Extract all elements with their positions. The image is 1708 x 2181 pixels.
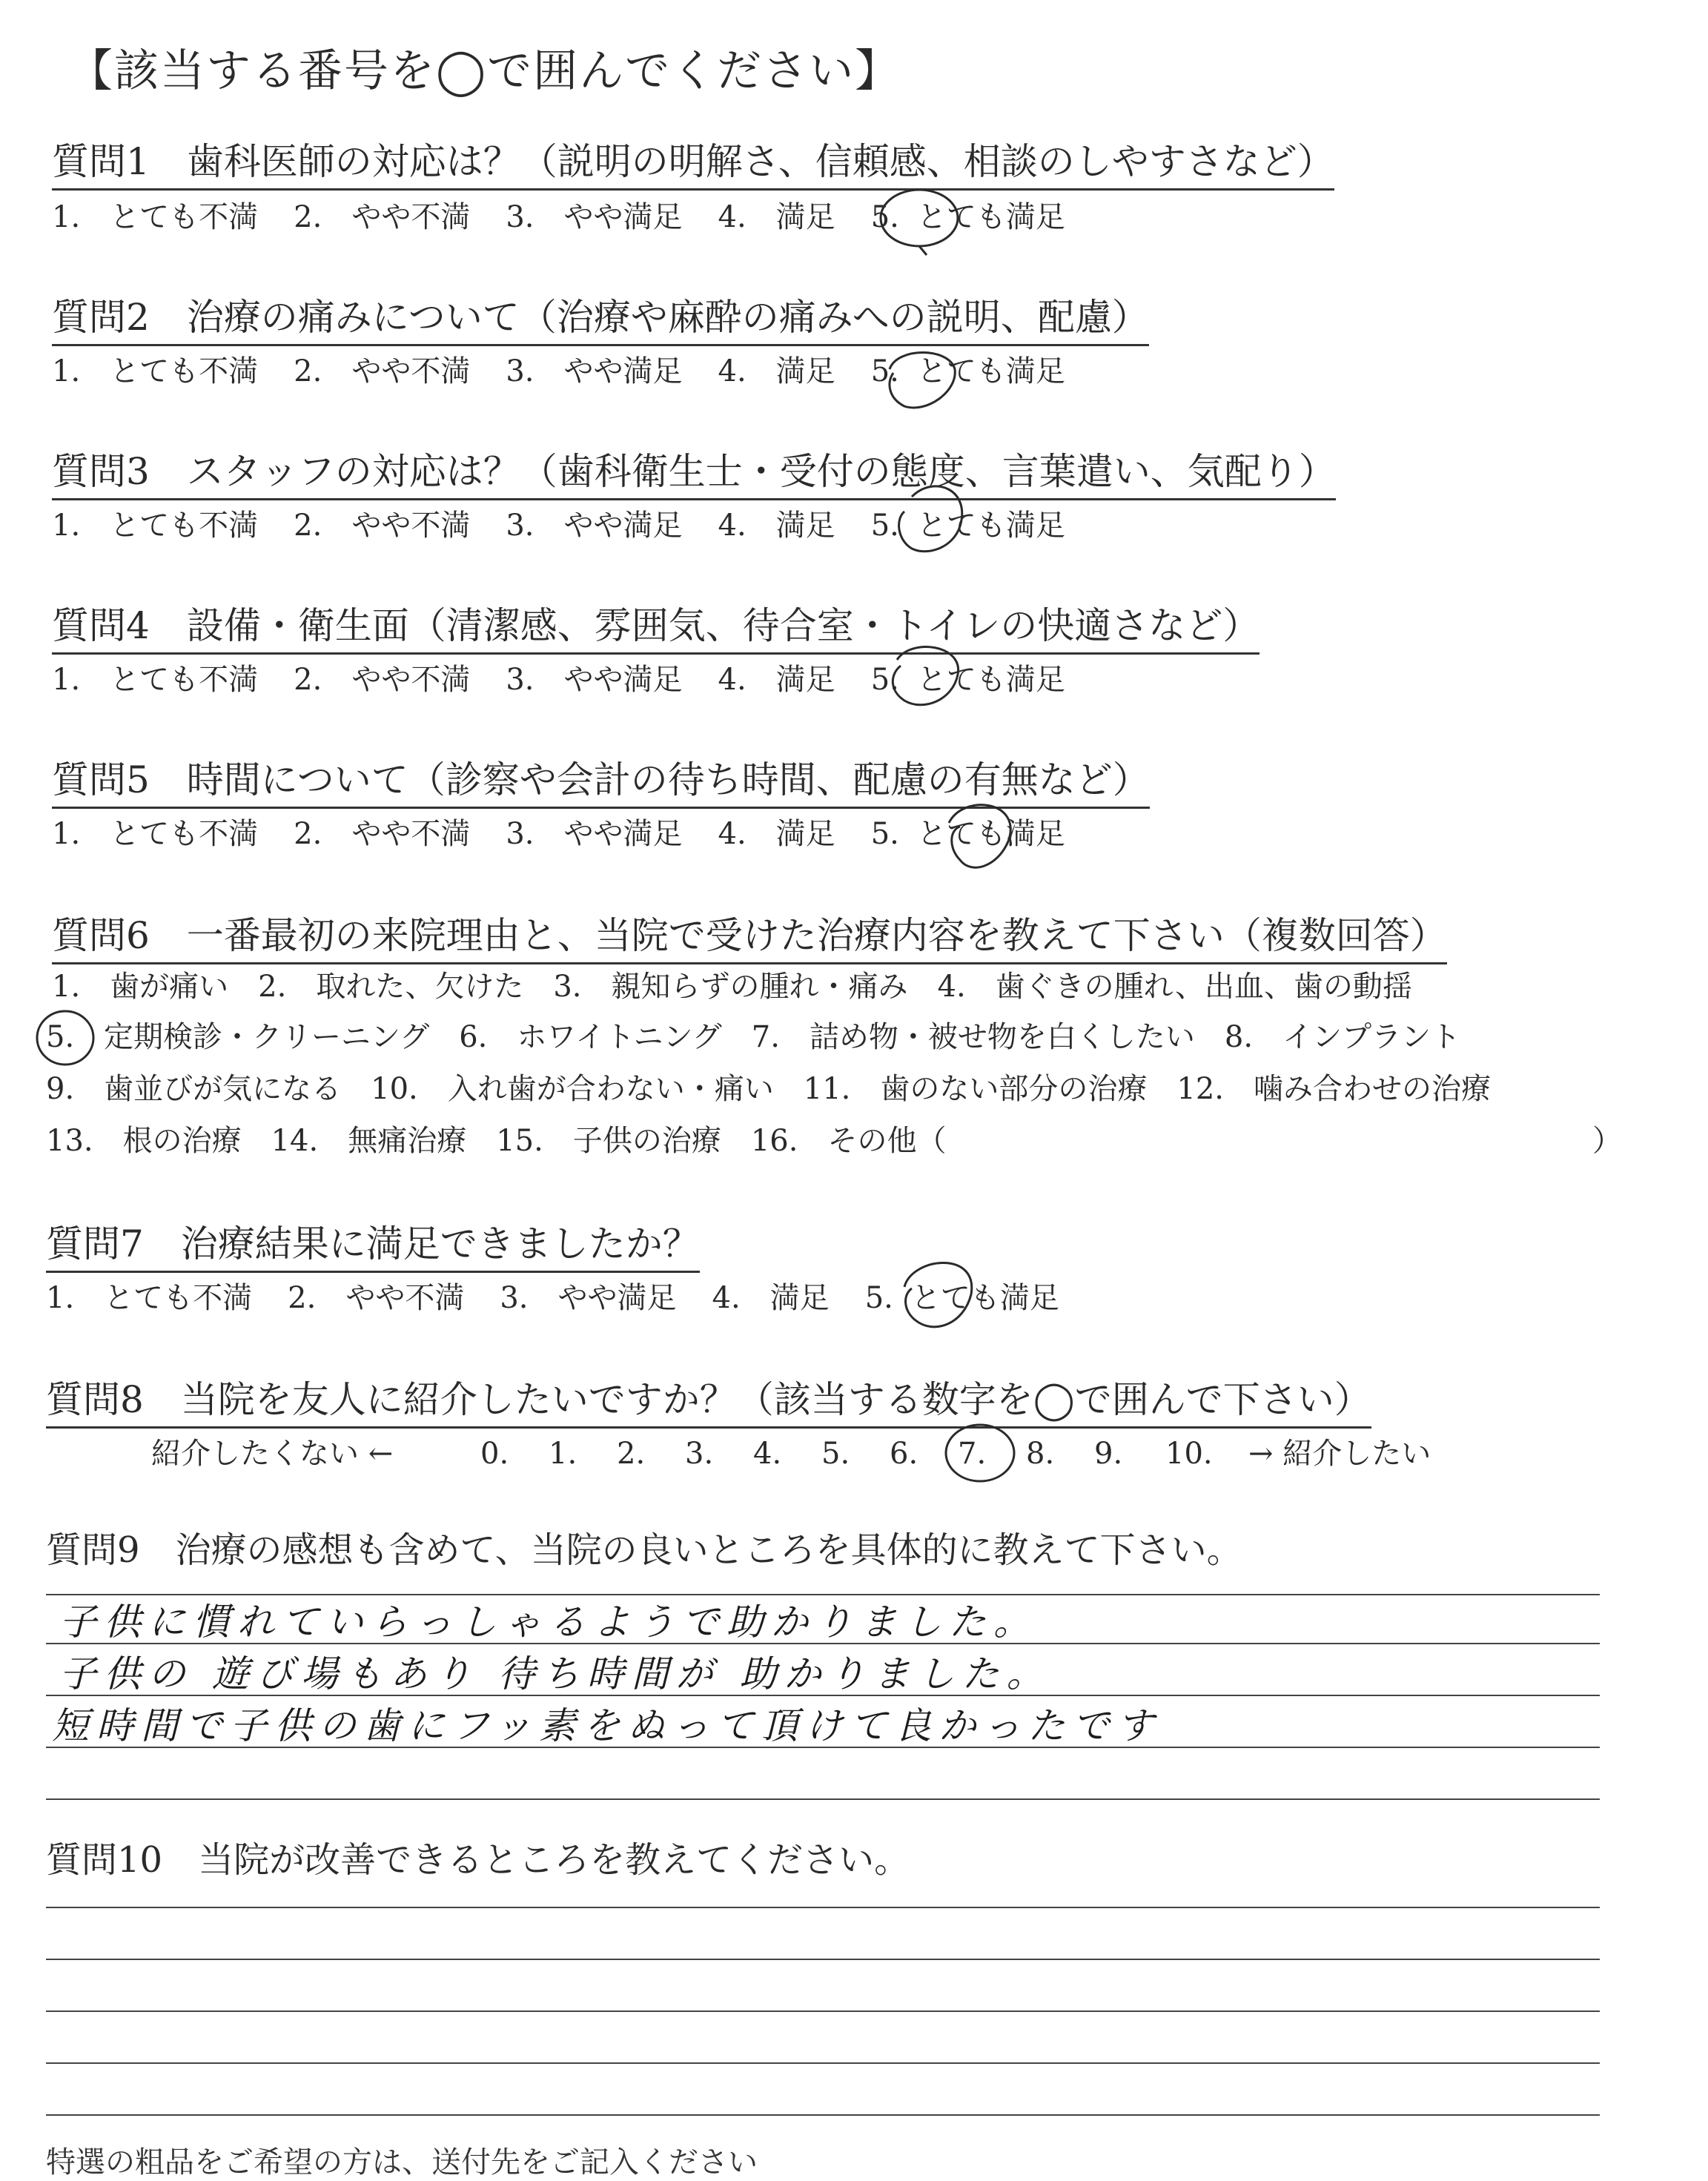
q2-option-2[interactable]: 2. やや不満 [294,354,471,388]
q4-option-3[interactable]: 3. やや満足 [506,663,683,697]
q7-option-1[interactable]: 1. とても不満 [46,1281,253,1315]
q8-left-label: 紹介したくない ← [151,1437,394,1471]
q2-option-3[interactable]: 3. やや満足 [506,354,683,388]
q6-row-4[interactable]: 13. 根の治療 14. 無痛治療 15. 子供の治療 16. その他（ [46,1124,947,1158]
q5-option-4[interactable]: 4. 満足 [718,817,835,851]
q10-line-1 [46,1907,1600,1908]
q6-other-close-paren: ） [1592,1124,1622,1158]
question-8-title: 質問8 当院を友人に紹介したいですか？（該当する数字を◯で囲んで下さい） [46,1377,1371,1429]
q2-option-5[interactable]: 5. [870,354,899,388]
q8-number-1[interactable]: 1. [549,1437,577,1471]
q5-option-5[interactable]: 5. [870,817,899,851]
q7-option-2[interactable]: 2. やや不満 [288,1281,465,1315]
footer-note: 特選の粗品をご希望の方は、送付先をご記入ください [46,2145,758,2180]
q7-option-4[interactable]: 4. 満足 [712,1281,830,1315]
page-title: 【該当する番号を◯で囲んでください】 [68,45,901,97]
q8-number-7[interactable]: 7. [958,1437,987,1471]
q6-answer-circle [33,1005,99,1072]
question-7-title: 質問7 治療結果に満足できましたか？ [46,1222,700,1273]
q1-option-1[interactable]: 1. とても不満 [52,200,259,234]
question-6-title: 質問6 一番最初の来院理由と、当院で受けた治療内容を教えて下さい（複数回答） [52,913,1447,964]
q5-option-5-label: とても満足 [916,817,1065,851]
q4-option-5[interactable]: 5. [870,663,899,697]
q4-option-1[interactable]: 1. とても不満 [52,663,259,697]
question-4-title: 質問4 設備・衛生面（清潔感、雰囲気、待合室・トイレの快適さなど） [52,603,1260,655]
q9-line-5 [46,1798,1600,1800]
question-10-title: 質問10 当院が改善できるところを教えてください。 [46,1839,910,1881]
q10-line-4 [46,2062,1600,2064]
q1-option-5[interactable]: 5. [870,200,899,234]
question-2-title: 質問2 治療の痛みについて（治療や麻酔の痛みへの説明、配慮） [52,295,1149,346]
q3-option-2[interactable]: 2. やや不満 [294,509,471,543]
q6-row-2[interactable]: 定期検診・クリーニング 6. ホワイトニング 7. 詰め物・被せ物を白くしたい 8. インプラント [104,1020,1461,1054]
q3-answer-circle [882,474,979,571]
q1-option-4[interactable]: 4. 満足 [718,200,835,234]
q7-option-3[interactable]: 3. やや満足 [500,1281,677,1315]
q7-answer-circle [882,1242,986,1346]
q4-option-5-label: とても満足 [916,663,1065,697]
q8-right-label: → 紹介したい [1248,1437,1431,1471]
q2-option-5-label: とても満足 [916,354,1065,388]
q5-option-3[interactable]: 3. やや満足 [506,817,683,851]
q3-option-5[interactable]: 5. [870,509,899,543]
q3-option-1[interactable]: 1. とても不満 [52,509,259,543]
q9-answer-line-2: 子供の 遊び場もあり 待ち時間が 助かりました。 [59,1652,1051,1695]
q3-option-5-label: とても満足 [916,509,1065,543]
q9-answer-line-3: 短時間で子供の歯にフッ素をぬって頂けて良かったです [52,1704,1162,1747]
q8-number-3[interactable]: 3. [685,1437,714,1471]
q2-answer-circle [875,340,971,421]
q8-number-0[interactable]: 0. [480,1437,509,1471]
q4-option-2[interactable]: 2. やや不満 [294,663,471,697]
q6-row-1[interactable]: 1. 歯が痛い 2. 取れた、欠けた 3. 親知らずの腫れ・痛み 4. 歯ぐきの腫れ、出血、歯の動揺 [52,970,1413,1004]
q8-number-2[interactable]: 2. [617,1437,646,1471]
q2-option-1[interactable]: 1. とても不満 [52,354,259,388]
q8-number-9[interactable]: 9. [1094,1437,1123,1471]
q5-answer-circle [927,786,1030,890]
q1-answer-circle [875,185,971,259]
q1-option-2[interactable]: 2. やや不満 [294,200,471,234]
q5-option-2[interactable]: 2. やや不満 [294,817,471,851]
q7-option-5[interactable]: 5. [864,1281,893,1315]
q8-number-10[interactable]: 10. [1165,1437,1213,1471]
q5-option-1[interactable]: 1. とても不満 [52,817,259,851]
q8-number-4[interactable]: 4. [753,1437,782,1471]
q6-row-2-number[interactable]: 5. [46,1020,75,1054]
q2-option-4[interactable]: 4. 満足 [718,354,835,388]
question-5-title: 質問5 時間について（診察や会計の待ち時間、配慮の有無など） [52,758,1150,809]
q4-option-4[interactable]: 4. 満足 [718,663,835,697]
q8-number-6[interactable]: 6. [890,1437,918,1471]
q4-answer-circle [875,630,979,727]
q6-row-3[interactable]: 9. 歯並びが気になる 10. 入れ歯が合わない・痛い 11. 歯のない部分の治療 12. 噛み合わせの治療 [46,1072,1492,1106]
q5-options[interactable] [52,815,1065,853]
q7-option-5-label: とても満足 [910,1281,1059,1315]
q9-answer-line-1: 子供に慣れていらっしゃるようで助かりました。 [59,1601,1038,1644]
question-3-title: 質問3 スタッフの対応は？（歯科衛生士・受付の態度、言葉遣い、気配り） [52,449,1336,500]
q3-option-3[interactable]: 3. やや満足 [506,509,683,543]
q3-option-4[interactable]: 4. 満足 [718,509,835,543]
q8-number-8[interactable]: 8. [1026,1437,1055,1471]
question-1-title: 質問1 歯科医師の対応は？（説明の明解さ、信頼感、相談のしやすさなど） [52,139,1334,191]
question-9-title: 質問9 治療の感想も含めて、当院の良いところを具体的に教えて下さい。 [46,1529,1242,1571]
q10-line-3 [46,2010,1600,2012]
q8-answer-circle [941,1416,1023,1490]
q10-line-2 [46,1959,1600,1960]
q1-option-5-label: とても満足 [916,200,1065,234]
q10-line-5 [46,2114,1600,2116]
q8-number-5[interactable]: 5. [821,1437,850,1471]
q1-option-3[interactable]: 3. やや満足 [506,200,683,234]
